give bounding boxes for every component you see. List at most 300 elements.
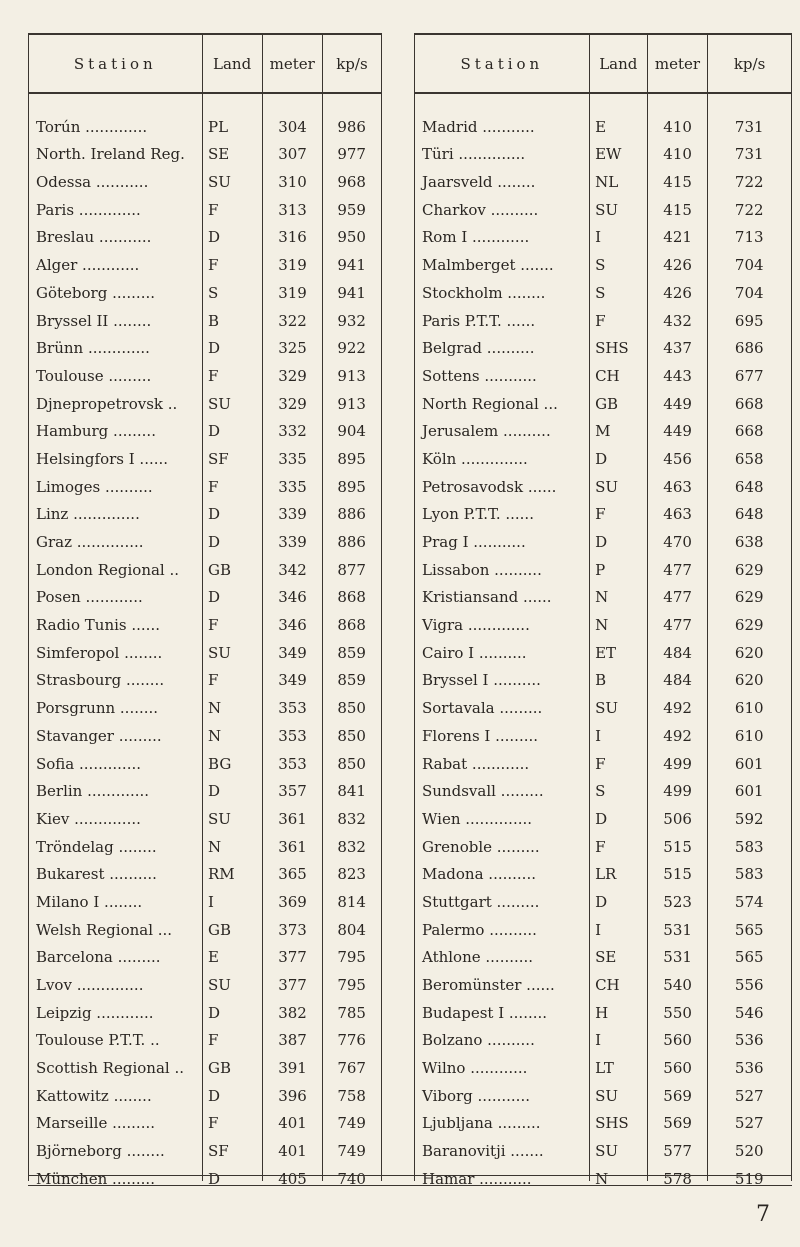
land-cell: I: [595, 920, 602, 939]
kps-cell: 574: [734, 892, 764, 911]
meter-cell: 499: [663, 754, 692, 773]
table-row: [29, 440, 381, 468]
land-cell: F: [595, 754, 606, 773]
land-cell: I: [595, 726, 602, 745]
table-row: [415, 994, 791, 1022]
table-row: [29, 717, 381, 745]
table-row: [415, 606, 791, 634]
station-cell: Lvov ..............: [36, 976, 144, 994]
kps-cell: 776: [337, 1031, 366, 1050]
table-row: [29, 800, 381, 828]
station-cell: Wien ..............: [422, 809, 533, 828]
header-land: Land: [590, 35, 648, 92]
land-cell: RM: [208, 865, 235, 884]
land-cell: SU: [208, 976, 231, 994]
land-cell: N: [595, 616, 609, 635]
meter-cell: 499: [663, 782, 692, 801]
kps-cell: 592: [734, 809, 764, 828]
table-row: [29, 828, 381, 856]
meter-cell: 463: [663, 477, 692, 496]
station-cell: Linz ..............: [36, 505, 140, 524]
meter-cell: 396: [278, 1086, 307, 1105]
land-cell: SHS: [595, 1114, 629, 1133]
kps-cell: 895: [337, 477, 366, 496]
kps-cell: 959: [337, 200, 366, 219]
table-row: [29, 773, 381, 801]
station-table-right: [414, 33, 792, 1188]
meter-cell: 492: [663, 726, 692, 745]
meter-cell: 415: [663, 173, 692, 192]
kps-cell: 850: [337, 699, 366, 718]
kps-cell: 850: [337, 726, 366, 745]
meter-cell: 569: [663, 1086, 692, 1105]
kps-cell: 686: [734, 339, 764, 358]
meter-cell: 569: [663, 1114, 692, 1133]
kps-cell: 668: [734, 394, 764, 413]
meter-cell: 540: [663, 976, 692, 994]
table-row: [415, 745, 791, 773]
station-cell: Florens I .........: [422, 726, 539, 745]
table-row: [415, 1022, 791, 1050]
land-cell: SE: [208, 145, 230, 164]
header-kps: kp/s: [336, 54, 368, 73]
meter-cell: 477: [663, 560, 692, 579]
land-cell: SF: [208, 1142, 229, 1161]
meter-cell: 332: [278, 422, 307, 441]
meter-cell: 401: [278, 1142, 307, 1161]
kps-cell: 722: [734, 173, 764, 192]
land-cell: EW: [595, 145, 622, 164]
station-cell: Breslau ...........: [36, 228, 152, 247]
meter-cell: 369: [278, 892, 307, 911]
kps-cell: 610: [734, 699, 764, 718]
table-row: [29, 274, 381, 302]
land-cell: D: [208, 1169, 221, 1188]
land-cell: E: [208, 948, 219, 967]
kps-cell: 895: [337, 449, 366, 468]
station-cell: Brünn .............: [36, 339, 150, 358]
station-cell: Bukarest ..........: [36, 865, 157, 884]
kps-cell: 658: [734, 449, 764, 468]
station-cell: Wilno ............: [422, 1059, 528, 1078]
station-cell: Athlone ..........: [422, 948, 534, 967]
land-cell: D: [208, 339, 221, 358]
kps-cell: 601: [734, 782, 764, 801]
meter-cell: 560: [663, 1059, 692, 1078]
table-row: [415, 1077, 791, 1105]
land-cell: SE: [595, 948, 617, 967]
table-row: [415, 634, 791, 662]
kps-cell: 832: [337, 809, 366, 828]
station-cell: Bryssel I ..........: [422, 671, 541, 690]
meter-cell: 577: [663, 1142, 692, 1161]
table-row: [415, 1160, 791, 1188]
land-cell: D: [208, 588, 221, 607]
table-row: [29, 606, 381, 634]
table-row: [415, 883, 791, 911]
meter-cell: 329: [278, 366, 307, 385]
meter-cell: 405: [278, 1169, 307, 1188]
station-cell: Baranovitji .......: [422, 1142, 544, 1161]
meter-cell: 319: [278, 283, 307, 302]
kps-cell: 841: [337, 782, 366, 801]
land-cell: F: [595, 311, 606, 330]
kps-cell: 731: [734, 145, 764, 164]
table-row: [415, 385, 791, 413]
meter-cell: 401: [278, 1114, 307, 1133]
header-meter: meter: [648, 35, 708, 92]
land-cell: F: [208, 616, 219, 635]
kps-cell: 950: [337, 228, 366, 247]
land-cell: D: [208, 782, 221, 801]
meter-cell: 578: [663, 1169, 692, 1188]
station-cell: Madona ..........: [422, 865, 536, 884]
column-divider: [589, 35, 590, 1181]
table-row: [29, 966, 381, 994]
meter-cell: 387: [278, 1031, 307, 1050]
land-cell: F: [208, 366, 219, 385]
land-cell: LR: [595, 865, 617, 884]
land-cell: SU: [595, 200, 618, 219]
table-bottom-rule-2: [28, 1185, 792, 1186]
table-row: [29, 856, 381, 884]
table-row: [29, 911, 381, 939]
meter-cell: 319: [278, 256, 307, 275]
kps-cell: 795: [337, 948, 366, 967]
station-cell: Stuttgart .........: [422, 892, 540, 911]
kps-cell: 629: [734, 616, 764, 635]
meter-cell: 560: [663, 1031, 692, 1050]
table-row: [415, 440, 791, 468]
meter-cell: 373: [278, 920, 307, 939]
land-cell: F: [208, 256, 219, 275]
land-cell: D: [208, 1003, 221, 1022]
land-cell: F: [595, 505, 606, 524]
station-cell: Jerusalem ..........: [422, 422, 551, 441]
table-row: [29, 385, 381, 413]
station-cell: Toulouse .........: [36, 366, 152, 385]
meter-cell: 506: [663, 809, 692, 828]
table-row: [29, 1049, 381, 1077]
meter-cell: 349: [278, 671, 307, 690]
table-row: [415, 662, 791, 690]
table-row: [29, 413, 381, 441]
table-row: [415, 330, 791, 358]
table-row: [29, 634, 381, 662]
meter-cell: 437: [663, 339, 692, 358]
meter-cell: 415: [663, 200, 692, 219]
kps-cell: 904: [337, 422, 366, 441]
table-row: [415, 246, 791, 274]
meter-cell: 349: [278, 643, 307, 662]
kps-cell: 536: [734, 1031, 764, 1050]
station-cell: Tröndelag ........: [36, 837, 157, 856]
land-cell: E: [595, 117, 607, 136]
meter-cell: 382: [278, 1003, 307, 1022]
table-row: [415, 191, 791, 219]
land-cell: S: [208, 283, 219, 302]
meter-cell: 391: [278, 1059, 307, 1078]
land-cell: H: [595, 1003, 609, 1022]
land-cell: F: [208, 477, 219, 496]
station-cell: Paris P.T.T. ......: [422, 311, 536, 330]
meter-cell: 361: [278, 809, 307, 828]
table-row: [29, 468, 381, 496]
kps-cell: 638: [734, 533, 764, 551]
kps-cell: 629: [734, 560, 764, 579]
kps-cell: 668: [734, 422, 764, 441]
column-divider: [262, 35, 263, 1181]
kps-cell: 519: [734, 1169, 764, 1188]
meter-cell: 531: [663, 920, 692, 939]
meter-cell: 325: [278, 339, 307, 358]
land-cell: M: [595, 422, 611, 441]
meter-cell: 421: [663, 228, 692, 247]
kps-cell: 886: [337, 505, 366, 524]
table-body: [28, 94, 382, 1188]
meter-cell: 484: [663, 643, 692, 662]
land-cell: GB: [208, 560, 232, 579]
kps-cell: 886: [337, 533, 366, 551]
table-row: [29, 523, 381, 551]
kps-cell: 536: [734, 1059, 764, 1078]
page-number: 7: [756, 1202, 770, 1227]
land-cell: SU: [208, 643, 231, 662]
table-row: [29, 1022, 381, 1050]
table-row: [29, 302, 381, 330]
header-kps: kp/s: [733, 54, 766, 73]
meter-cell: 449: [663, 394, 692, 413]
meter-cell: 477: [663, 616, 692, 635]
land-cell: SF: [208, 449, 229, 468]
station-cell: Stavanger .........: [36, 726, 162, 745]
station-cell: Posen ............: [36, 588, 143, 607]
kps-cell: 620: [734, 643, 764, 662]
station-cell: Türi ..............: [422, 145, 526, 164]
table-row: [415, 1105, 791, 1133]
station-cell: Vigra .............: [422, 616, 530, 635]
column-divider: [647, 35, 648, 1181]
kps-cell: 565: [734, 948, 764, 967]
meter-cell: 550: [663, 1003, 692, 1022]
table-row: [29, 219, 381, 247]
station-cell: Helsingfors I ......: [36, 449, 169, 468]
station-cell: Marseille .........: [36, 1114, 155, 1133]
meter-cell: 456: [663, 449, 692, 468]
table-row: [29, 579, 381, 607]
land-cell: LT: [595, 1059, 614, 1078]
land-cell: I: [595, 1031, 602, 1050]
meter-cell: 346: [278, 588, 307, 607]
table-row: [415, 468, 791, 496]
land-cell: F: [208, 1031, 219, 1050]
header-meter: meter: [263, 35, 323, 92]
kps-cell: 527: [734, 1086, 764, 1105]
land-cell: D: [595, 533, 608, 551]
kps-cell: 740: [337, 1169, 366, 1188]
kps-cell: 677: [734, 366, 764, 385]
column-divider: [322, 35, 323, 1181]
meter-cell: 365: [278, 865, 307, 884]
column-divider: [707, 35, 708, 1181]
table-row: [415, 302, 791, 330]
kps-cell: 556: [734, 976, 764, 994]
station-cell: Björneborg ........: [36, 1142, 165, 1161]
meter-cell: 410: [663, 117, 692, 136]
station-cell: Sofia .............: [36, 754, 142, 773]
table-row: [29, 1077, 381, 1105]
station-cell: Sottens ...........: [422, 366, 537, 385]
table-row: [29, 883, 381, 911]
kps-cell: 804: [337, 920, 366, 939]
meter-cell: 432: [663, 311, 692, 330]
kps-cell: 795: [337, 976, 366, 994]
station-cell: Alger ............: [36, 256, 140, 275]
station-cell: Palermo ..........: [422, 920, 537, 939]
land-cell: GB: [208, 1059, 232, 1078]
land-cell: SU: [595, 699, 618, 718]
kps-cell: 868: [337, 588, 366, 607]
station-cell: Hamburg .........: [36, 422, 156, 441]
kps-cell: 565: [734, 920, 764, 939]
land-cell: ET: [595, 643, 617, 662]
table-row: [29, 357, 381, 385]
table-row: [29, 496, 381, 524]
station-cell: North Regional ...: [422, 394, 558, 413]
station-cell: Leipzig ............: [36, 1003, 154, 1022]
land-cell: F: [595, 837, 606, 856]
station-cell: Odessa ...........: [36, 173, 149, 192]
meter-cell: 304: [278, 117, 307, 136]
land-cell: D: [208, 505, 221, 524]
kps-cell: 583: [734, 865, 764, 884]
meter-cell: 443: [663, 366, 692, 385]
table-row: [415, 163, 791, 191]
kps-cell: 749: [337, 1142, 366, 1161]
meter-cell: 342: [278, 560, 307, 579]
table-row: [415, 689, 791, 717]
table-row: [415, 413, 791, 441]
land-cell: D: [595, 449, 608, 468]
meter-cell: 307: [278, 145, 307, 164]
land-cell: F: [208, 200, 219, 219]
land-cell: SU: [595, 477, 618, 496]
station-cell: Grenoble .........: [422, 837, 540, 856]
meter-cell: 377: [278, 948, 307, 967]
land-cell: D: [208, 533, 221, 551]
column-divider: [202, 35, 203, 1181]
kps-cell: 823: [337, 865, 366, 884]
table-row: [29, 191, 381, 219]
meter-cell: 523: [663, 892, 692, 911]
kps-cell: 527: [734, 1114, 764, 1133]
land-cell: N: [208, 837, 222, 856]
kps-cell: 941: [337, 283, 366, 302]
station-cell: Porsgrunn ........: [36, 699, 159, 718]
station-cell: Prag I ...........: [422, 533, 526, 551]
station-cell: Malmberget .......: [422, 256, 554, 275]
table-row: [415, 939, 791, 967]
station-cell: Kattowitz ........: [36, 1086, 152, 1105]
table-row: [415, 579, 791, 607]
kps-cell: 986: [337, 117, 366, 136]
kps-cell: 704: [734, 256, 764, 275]
meter-cell: 310: [278, 173, 307, 192]
station-cell: Sortavala .........: [422, 699, 543, 718]
header-station: Station: [415, 35, 590, 92]
kps-cell: 832: [337, 837, 366, 856]
station-cell: Scottish Regional ..: [36, 1059, 184, 1078]
station-cell: Beromünster ......: [422, 976, 555, 994]
land-cell: SU: [595, 1086, 618, 1105]
table-row: [415, 717, 791, 745]
kps-cell: 859: [337, 643, 366, 662]
meter-cell: 470: [663, 533, 692, 551]
kps-cell: 767: [337, 1059, 366, 1078]
meter-cell: 492: [663, 699, 692, 718]
table-row: [415, 523, 791, 551]
kps-cell: 583: [734, 837, 764, 856]
meter-cell: 335: [278, 449, 307, 468]
meter-cell: 335: [278, 477, 307, 496]
meter-cell: 316: [278, 228, 307, 247]
table-row: [29, 330, 381, 358]
kps-cell: 520: [734, 1142, 764, 1161]
land-cell: I: [208, 892, 214, 911]
land-cell: D: [595, 892, 608, 911]
kps-cell: 610: [734, 726, 764, 745]
land-cell: BG: [208, 754, 232, 773]
land-cell: S: [595, 283, 606, 302]
kps-cell: 731: [734, 117, 764, 136]
table-row: [415, 108, 791, 136]
table-row: [415, 966, 791, 994]
station-cell: Jaarsveld ........: [422, 173, 536, 192]
station-cell: Madrid ...........: [422, 117, 535, 136]
station-cell: Simferopol ........: [36, 643, 163, 662]
station-cell: Toulouse P.T.T. ..: [36, 1031, 160, 1050]
meter-cell: 484: [663, 671, 692, 690]
station-cell: Sundsvall .........: [422, 782, 544, 801]
table-row: [415, 856, 791, 884]
table-row: [29, 745, 381, 773]
station-cell: Graz ..............: [36, 533, 144, 551]
kps-cell: 546: [734, 1003, 764, 1022]
kps-cell: 695: [734, 311, 764, 330]
land-cell: S: [595, 256, 606, 275]
meter-cell: 410: [663, 145, 692, 164]
table-header: [414, 35, 792, 94]
table-row: [415, 136, 791, 164]
kps-cell: 648: [734, 505, 764, 524]
station-cell: München .........: [36, 1169, 155, 1188]
station-cell: Ljubljana .........: [422, 1114, 541, 1133]
table-row: [29, 1160, 381, 1188]
land-cell: D: [208, 228, 221, 247]
station-cell: Hamar ...........: [422, 1169, 532, 1188]
land-cell: SU: [208, 809, 231, 828]
meter-cell: 339: [278, 505, 307, 524]
station-cell: Milano I ........: [36, 892, 143, 911]
meter-cell: 361: [278, 837, 307, 856]
meter-cell: 353: [278, 754, 307, 773]
kps-cell: 601: [734, 754, 764, 773]
station-cell: Limoges ..........: [36, 477, 153, 496]
table-row: [29, 163, 381, 191]
table-row: [29, 551, 381, 579]
station-cell: Kristiansand ......: [422, 588, 552, 607]
land-cell: P: [595, 560, 606, 579]
